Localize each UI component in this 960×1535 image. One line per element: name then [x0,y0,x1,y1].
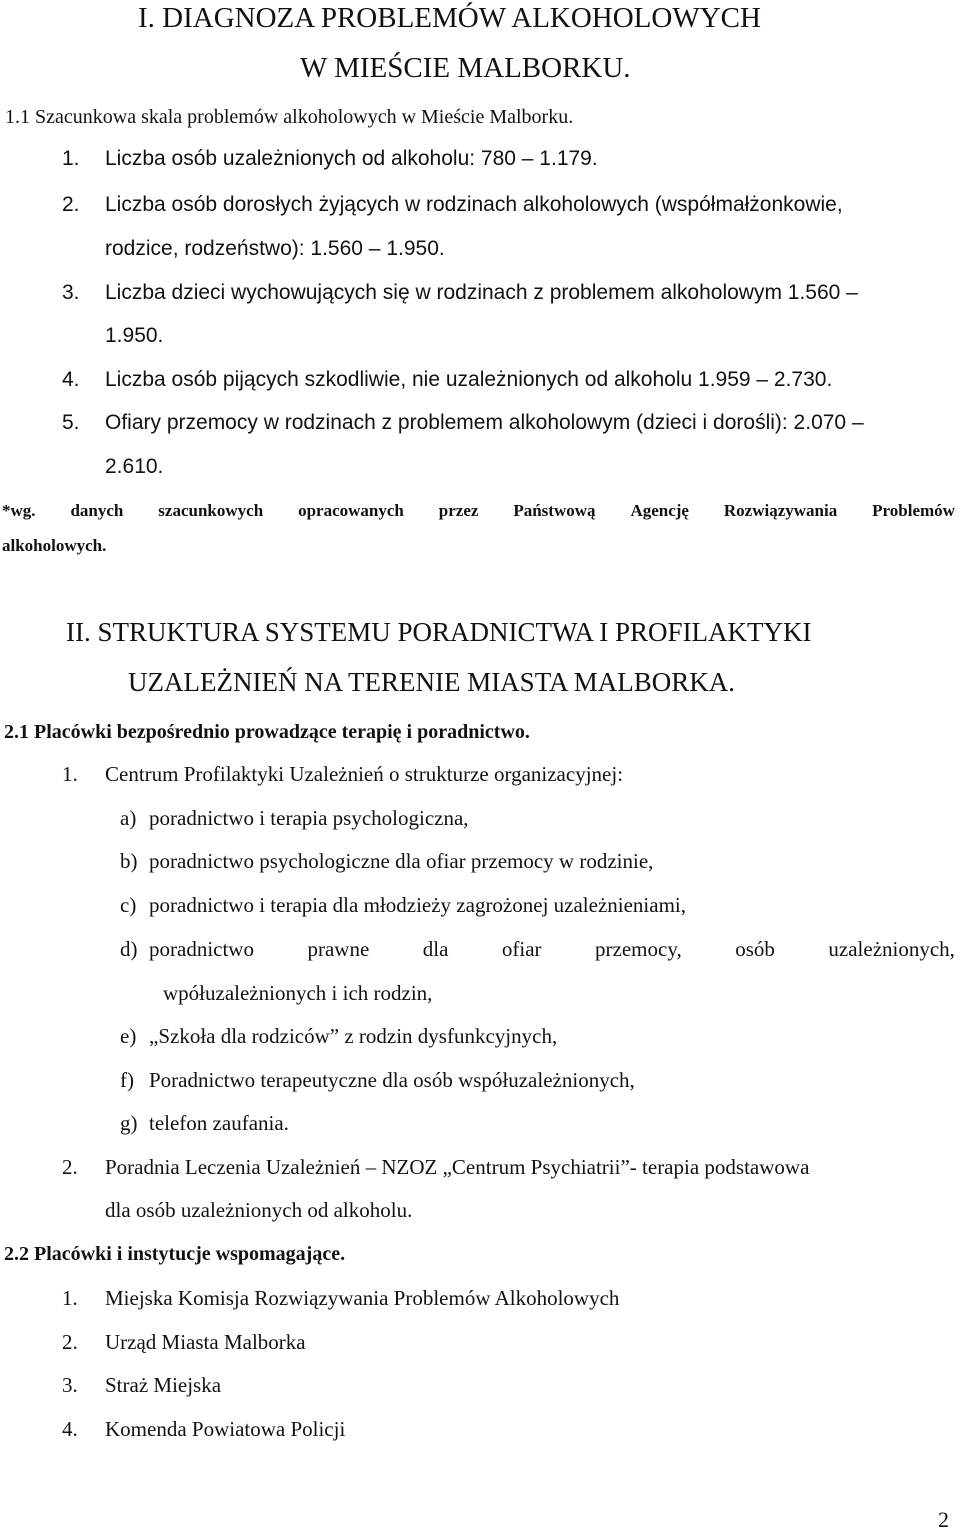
list-item-number: 2. [62,1330,78,1354]
list-item-text: Centrum Profilaktyki Uzależnień o strukturze organizacyjnej: [105,762,624,786]
list-item-number: 2. [62,193,80,216]
footnote-word: *wg. [2,501,36,520]
subitem-text: Poradnictwo terapeutyczne dla osób współuzależnionych, [149,1068,635,1092]
list-item-number: 2. [62,1155,78,1179]
subitem-word: przemocy, [595,937,682,961]
subsection-1-1-title: 1.1 Szacunkowa skala problemów alkoholowych w Mieście Malborku. [5,106,574,128]
list-item-text-continued: 1.950. [105,324,164,347]
footnote-word: Problemów [872,501,955,520]
section-2-title-line-1: II. STRUKTURA SYSTEMU PORADNICTWA I PROFILAKTYKI [66,617,812,647]
section-2-title-line-2: UZALEŻNIEŃ NA TERENIE MIASTA MALBORKA. [128,667,736,697]
list-item-text: Liczba osób pijących szkodliwie, nie uzależnionych od alkoholu 1.959 – 2.730. [105,368,833,391]
subitem-word: prawne [307,937,370,961]
section-1-title-line-1: I. DIAGNOZA PROBLEMÓW ALKOHOLOWYCH [138,2,761,34]
subitem-letter: f) [120,1068,134,1092]
subitem-letter: e) [120,1024,137,1048]
subitem-letter: d) [120,937,138,961]
subitem-word: ofiar [501,937,542,961]
subitem-text: poradnictwo psychologiczne dla ofiar przemocy w rodzinie, [149,849,654,873]
subitem-letter: g) [120,1111,138,1135]
list-item-text: Liczba osób dorosłych żyjących w rodzinach alkoholowych (współmałżonkowie, [105,193,843,216]
list-item-text-continued: 2.610. [105,455,164,478]
list-item-text: Poradnia Leczenia Uzależnień – NZOZ „Centrum Psychiatrii”- terapia podstawowa [105,1155,810,1179]
list-item-text: Komenda Powiatowa Policji [105,1417,346,1441]
subsection-2-1-title: 2.1 Placówki bezpośrednio prowadzące terapię i poradnictwo. [4,721,530,743]
subitem-text: „Szkoła dla rodziców” z rodzin dysfunkcyjnych, [149,1024,558,1048]
list-item-text: Urząd Miasta Malborka [105,1330,306,1354]
subitem-text-justified [149,937,955,962]
footnote-line-2: alkoholowych. [2,536,107,555]
list-item-number: 3. [62,281,80,304]
subitem-text-continued: wpółuzależnionych i ich rodzin, [163,981,433,1005]
footnote-word: danych [70,501,124,520]
footnote-line-1 [2,501,955,521]
subitem-word: osób [735,937,775,961]
list-item-number: 4. [62,1417,78,1441]
subitem-letter: a) [120,806,137,830]
footnote-word: Państwową [513,501,596,520]
footnote-word: opracowanych [298,501,404,520]
list-item-text: Liczba osób uzależnionych od alkoholu: 780 – 1.179. [105,147,598,170]
list-item-number: 1. [62,147,80,170]
subitem-word: poradnictwo [149,937,254,961]
footnote-word: szacunkowych [158,501,264,520]
footnote-word: Agencję [630,501,689,520]
list-item-text: Straż Miejska [105,1373,222,1397]
list-item-text: Miejska Komisja Rozwiązywania Problemów Alkoholowych [105,1286,620,1310]
subitem-text: poradnictwo i terapia dla młodzieży zagrożonej uzależnieniami, [149,893,687,917]
footnote-word: przez [438,501,479,520]
subitem-text: poradnictwo i terapia psychologiczna, [149,806,469,830]
subitem-text: telefon zaufania. [149,1111,289,1135]
page-number: 2 [938,1507,949,1532]
list-item-number: 3. [62,1373,78,1397]
list-item-text: Liczba dzieci wychowujących się w rodzinach z problemem alkoholowym 1.560 – [105,281,858,304]
list-item-number: 4. [62,368,80,391]
footnote-word: Rozwiązywania [723,501,838,520]
list-item-text: Ofiary przemocy w rodzinach z problemem alkoholowym (dzieci i dorośli): 2.070 – [105,411,864,434]
subitem-word: dla [422,937,449,961]
subitem-word: uzależnionych, [828,937,955,961]
subsection-2-2-title: 2.2 Placówki i instytucje wspomagające. [4,1243,346,1265]
list-item-text-continued: dla osób uzależnionych od alkoholu. [105,1198,413,1222]
list-item-number: 1. [62,762,78,786]
subitem-letter: c) [120,893,137,917]
list-item-text-continued: rodzice, rodzeństwo): 1.560 – 1.950. [105,237,445,260]
list-item-number: 5. [62,411,80,434]
list-item-number: 1. [62,1286,78,1310]
section-1-title-line-2: W MIEŚCIE MALBORKU. [300,52,631,84]
subitem-letter: b) [120,849,138,873]
